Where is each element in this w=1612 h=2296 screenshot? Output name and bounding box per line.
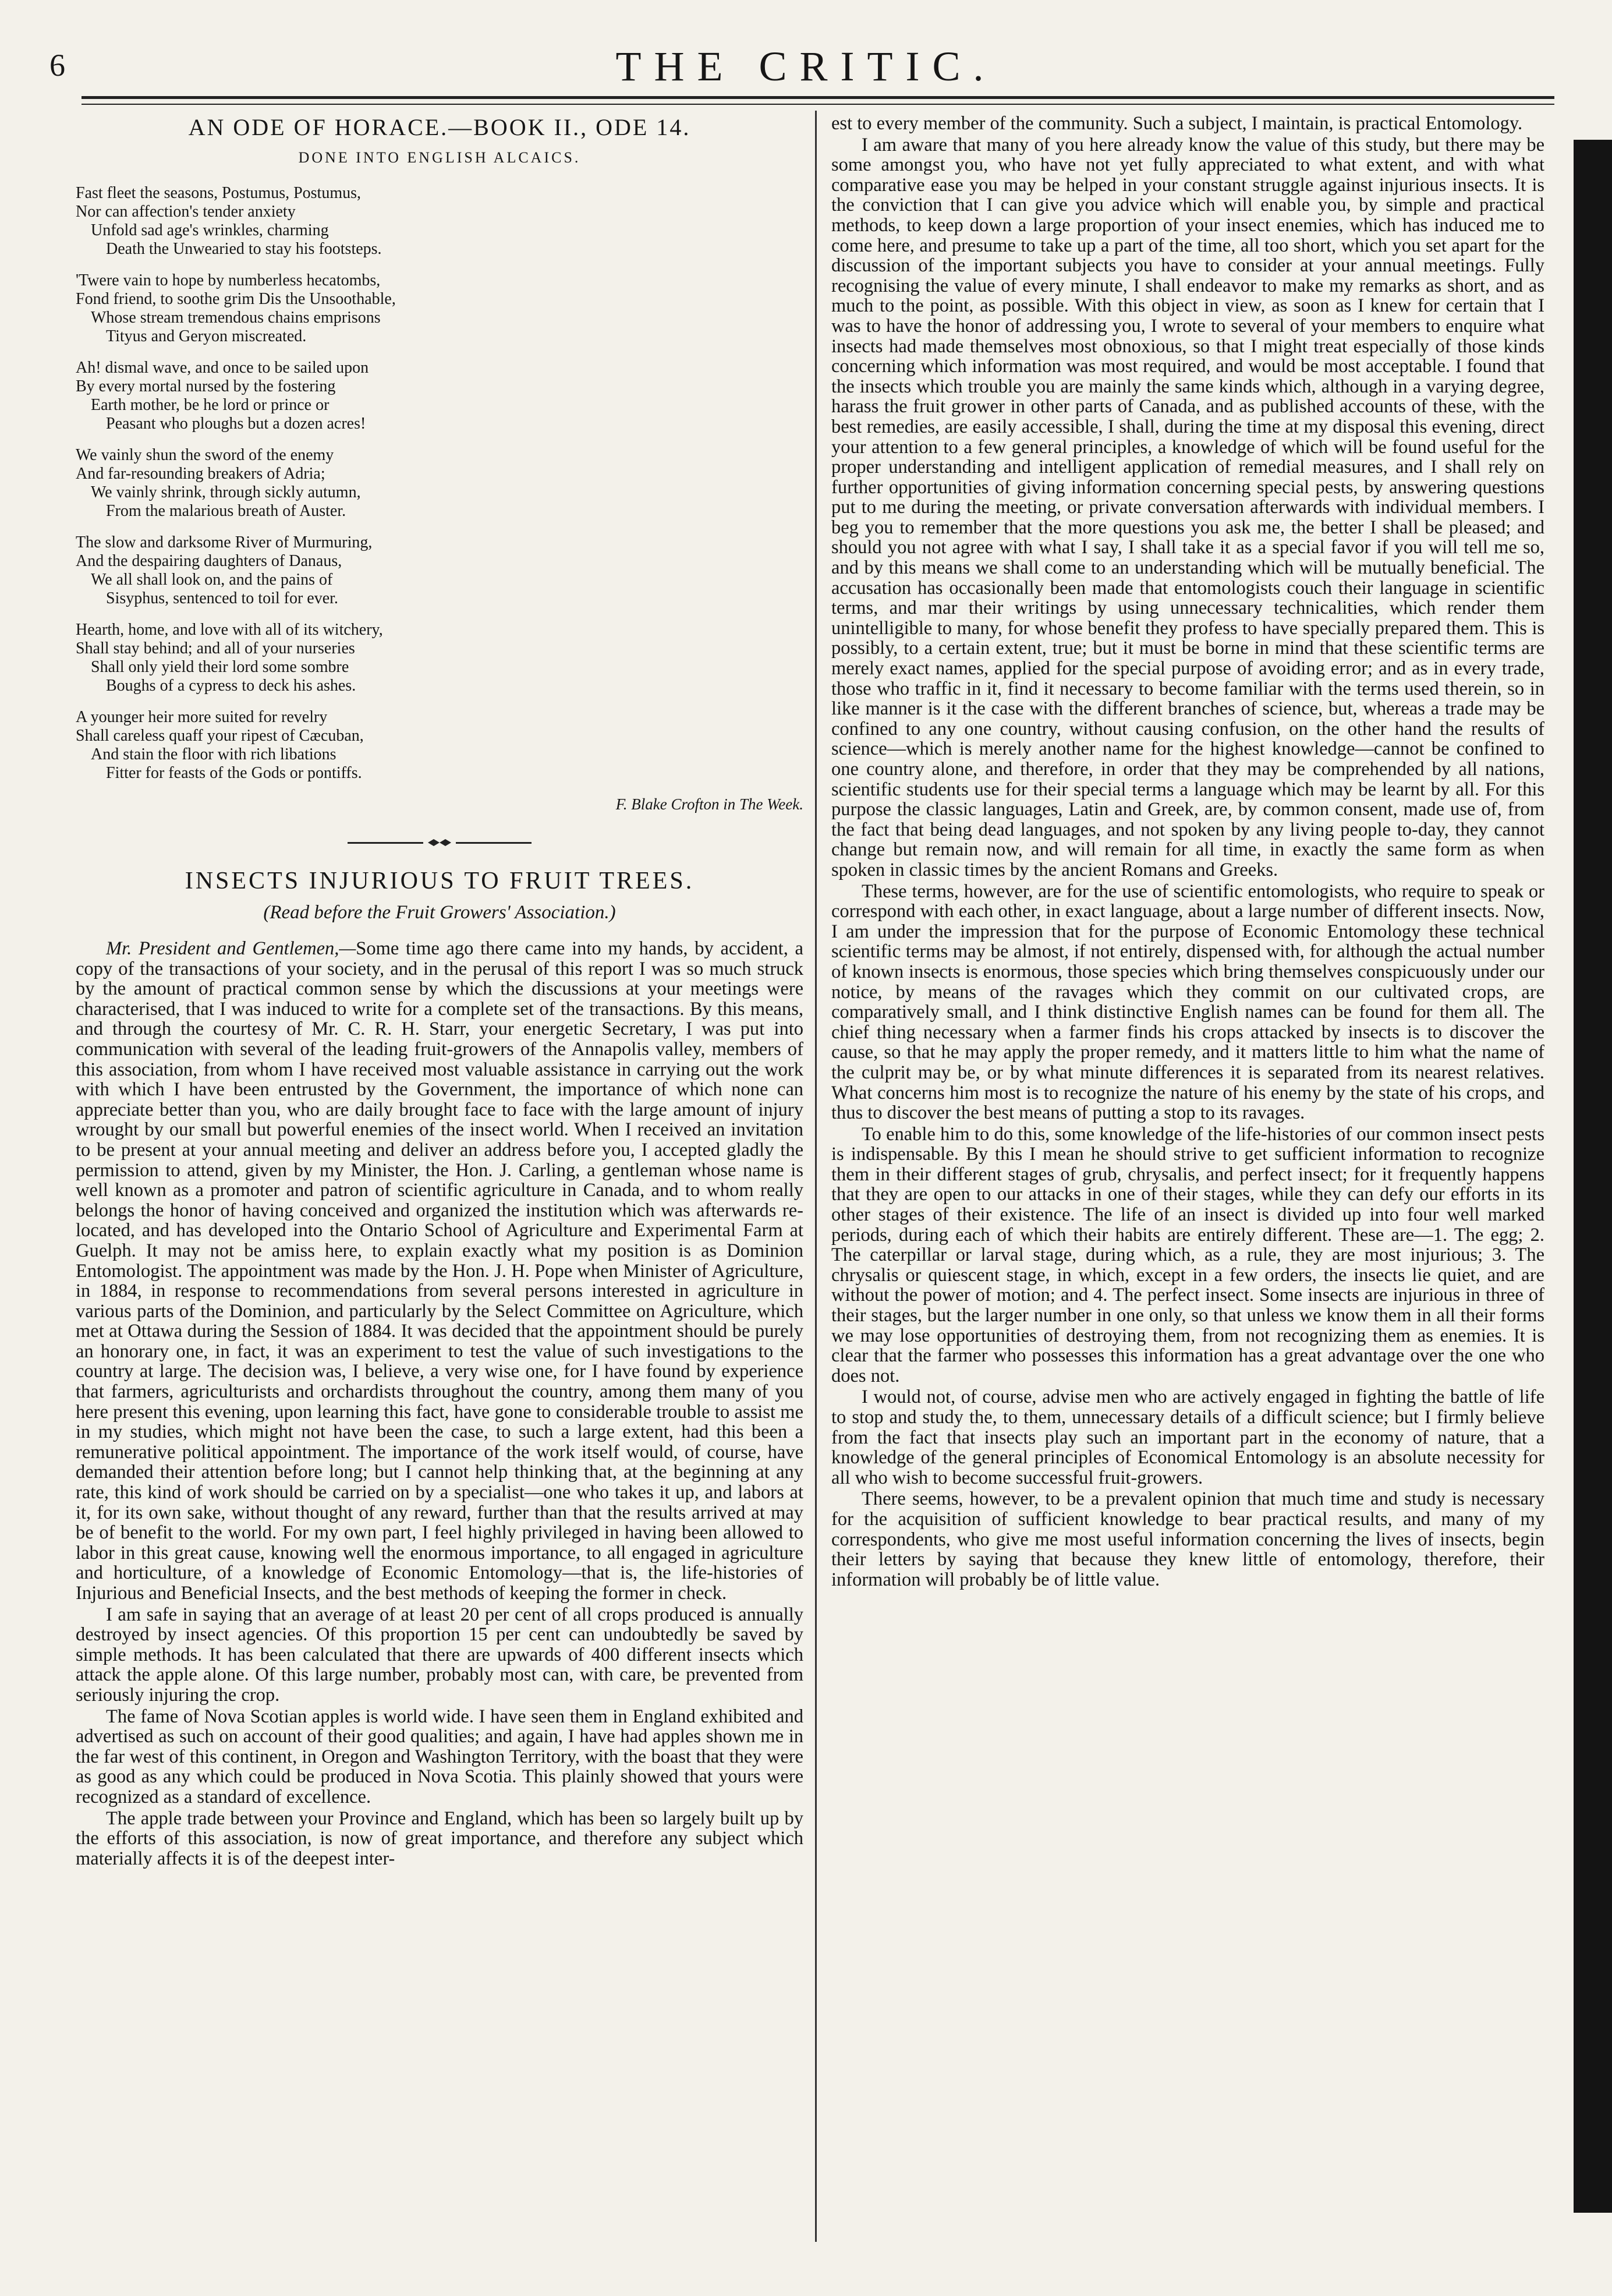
article-subtitle: (Read before the Fruit Growers' Association.) bbox=[263, 902, 616, 923]
ornament-diamond-icon bbox=[428, 839, 451, 846]
binding-edge bbox=[1574, 140, 1612, 2213]
verse-line: 'Twere vain to hope by numberless hecatombs, bbox=[76, 271, 381, 289]
right-column bbox=[831, 114, 1544, 1590]
article-paragraph: These terms, however, are for the use of scientific entomologists, who require to speak or correspond with each other, in exact language, about a large number of different insects. Now, I am under the impression that for the purpose of Economic Entomology these technical scientific terms may be almost, if not entirely, dispensed with, for although the actual number of known insects is enormous, those species which bring themselves conspicuously under our notice, by means of the ravages which they commit on our cultivated crops, are comparatively small, and I think distinctive English names can be found for them all. The chief thing necessary when a farmer finds his crops attacked by insects is to discover the cause, so that he may apply the proper remedy, and it matters little to him what the name of the culprit may be, or by what minute differences it is separated from its nearest relatives. What concerns him most is to recognize the nature of his enemy by the state of his crops, and thus to discover the best means of putting a stop to its ravages. bbox=[831, 880, 1544, 1124]
verse-line: Fond friend, to soothe grim Dis the Unsoothable, bbox=[76, 290, 396, 308]
article-paragraph: I would not, of course, advise men who are actively engaged in fighting the battle of life to stop and study the, to them, unnecessary details of a difficult science; but I firmly believe from the fact that insects play such an important part in the economy of nature, that a knowledge of the general principles of Economical Entomology is an absolute necessity for all who wish to become successful fruit-growers. bbox=[831, 1386, 1544, 1488]
verse-line: Hearth, home, and love with all of its witchery, bbox=[76, 621, 383, 639]
ode-stanzas bbox=[76, 184, 803, 783]
verse-line: Nor can affection's tender anxiety bbox=[76, 203, 296, 221]
ode-attribution: F. Blake Crofton in The Week. bbox=[615, 795, 803, 813]
verse-line: And far-resounding breakers of Adria; bbox=[76, 465, 325, 483]
verse-line: Peasant who ploughs but a dozen acres! bbox=[106, 415, 366, 433]
article-paragraph: I am safe in saying that an average of at least 20 per cent of all crops produced is annually destroyed by insect agencies. Of this proportion 15 per cent can undoubtedly be saved by simple methods. It has been calculated that there are upwards of 400 different insects which attack the apple alone. Of this large number, probably most can, with care, be prevented from seriously injuring the crop. bbox=[76, 1604, 803, 1706]
ode-title: AN ODE OF HORACE.—BOOK II., ODE 14. bbox=[188, 114, 691, 140]
article-paragraph: To enable him to do this, some knowledge of the life-histories of our common insect pests is indispensable. By this I mean he should strive to get sufficient information to recognize them in their different stages of grub, chrysalis, and perfect insect; for it frequently happens that they are open to our attacks in one of their stages, while they can defy our efforts in its other stages of their existence. The life of an insect is divided up into four well marked periods, during each of which their habits are entirely different. These are—1. The egg; 2. The caterpillar or larval stage, during which, as a rule, they are most injurious; 3. The chrysalis or quiescent stage, in which, except in a few orders, the insects lie quiet, and are without the power of motion; and 4. The perfect insect. Some insects are injurious in three of their stages, but the larger number in one only, so that unless we know them in all their forms we may lose opportunities of destroying them, from not recognizing them as enemies. It is clear that the farmer who possesses this information has a great advantage over the one who does not. bbox=[831, 1123, 1544, 1386]
article-paragraph: I am aware that many of you here already know the value of this study, but there may be some amongst you, who have not yet fully appreciated to what extent, and with what comparative ease you may be helped in your constant struggle against injurious insects. It is the conviction that I can give you advice which will enable you, by simple and practical methods, to keep down a large proportion of your insect enemies, which has induced me to come here, and presume to take up a part of the time, all too short, which you set apart for the discussion of the important subjects you have to consider at your annual meetings. Fully recognising the value of every minute, I shall endeavor to make my remarks as short, and as much to the point, as possible. With this object in view, as soon as I knew for certain that I was to have the honor of addressing you, I wrote to several of your members to enquire what insects had made themselves most obnoxious, so that I might treat especially of those kinds concerning which information was most required, and would be most acceptable. I found that the insects which trouble you are mainly the same kinds which, although in a varying degree, harass the fruit grower in other parts of Canada, and as published accounts of these, with the best remedies, are easily accessible, I shall, during the time at my disposal this evening, direct your attention to a few general principles, a knowledge of which will be found useful for the proper understanding and intelligent application of remedial measures, and I shall rely on further opportunities of giving information concerning special pests, by answering questions put to me during the meeting, or private conversation afterwards with individual members. I beg you to remember that the more questions you ask me, the better I shall be pleased; and should you not agree with what I say, I shall take it as a special favor if you will tell me so, and by this means we shall come to an understanding which will be mutually beneficial. The accusation has occasionally been made that entomologists couch their language in scientific terms, and mar their writings by using unnecessary technicalities, which render them unintelligible to many, for whose benefit they profess to have specially prepared them. This is possibly, to a certain extent, true; but it must be borne in mind that these scientific terms are merely exact names, applied for the special purpose of avoiding error; and as in every trade, those who traffic in it, find it necessary to become familiar with the terms used therein, so in like manner is it the case with the different branches of science, but, whereas a trade may be confined to any one country, without causing confusion, on the other hand the results of science—which is merely another name for the highest knowledge—cannot be confined to one country alone, and therefore, in order that they may be comprehended by all nations, scientific students use for their special terms a language which may be learnt by all. For this purpose the classic languages, Latin and Greek, are, by common consent, made use of, from the fact that being dead languages, and not spoken by any living people to-day, they cannot change but remain now, and will remain for all time, in exactly the same form as when spoken in classic times by the ancient Romans and Greeks. bbox=[831, 134, 1544, 880]
publication-title: THE CRITIC. bbox=[615, 43, 997, 90]
ode-subtitle: DONE INTO ENGLISH ALCAICS. bbox=[298, 149, 581, 166]
page-number: 6 bbox=[49, 48, 65, 83]
header-rule-thin bbox=[82, 104, 1554, 105]
ode-section bbox=[76, 114, 803, 813]
salutation: Mr. President and Gentlemen,— bbox=[106, 938, 356, 959]
verse-line: Whose stream tremendous chains emprisons bbox=[91, 309, 381, 327]
verse-line: And the despairing daughters of Danaus, bbox=[76, 552, 342, 570]
verse-line: And stain the floor with rich libations bbox=[91, 745, 336, 763]
verse-line: By every mortal nursed by the fostering bbox=[76, 377, 336, 395]
column-divider bbox=[815, 111, 817, 2242]
article-paragraph: est to every member of the community. Such a subject, I maintain, is practical Entomology. bbox=[831, 113, 1523, 134]
verse-line: Earth mother, be he lord or prince or bbox=[91, 396, 330, 414]
ornament-rule bbox=[456, 842, 532, 844]
verse-line: Shall only yield their lord some sombre bbox=[91, 658, 349, 676]
verse-line: We all shall look on, and the pains of bbox=[91, 571, 333, 589]
verse-line: Boughs of a cypress to deck his ashes. bbox=[106, 677, 356, 695]
verse-line: We vainly shun the sword of the enemy bbox=[76, 446, 334, 464]
article-body-left bbox=[76, 939, 803, 1869]
stanza bbox=[76, 184, 803, 259]
stanza bbox=[76, 708, 803, 783]
article-section bbox=[76, 867, 803, 1869]
verse-line: Shall careless quaff your ripest of Cæcuban, bbox=[76, 727, 364, 745]
verse-line: From the malarious breath of Auster. bbox=[106, 502, 346, 520]
stanza bbox=[76, 533, 803, 608]
verse-line: We vainly shrink, through sickly autumn, bbox=[91, 483, 361, 501]
left-column bbox=[76, 114, 803, 1869]
verse-line: The slow and darksome River of Murmuring, bbox=[76, 533, 373, 551]
article-body-right bbox=[831, 114, 1544, 1590]
stanza bbox=[76, 359, 803, 433]
verse-line: Shall stay behind; and all of your nurseries bbox=[76, 639, 355, 657]
article-paragraph: The fame of Nova Scotian apples is world wide. I have seen them in England exhibited and advertised as such on account of their good qualities; and again, I have had apples shown me in the far west of this continent, in Oregon and Washington Territory, with the boast that they were as good as any which could be produced in Nova Scotia. This plainly showed that yours were recognized as a standard of excellence. bbox=[76, 1706, 803, 1807]
ornament-rule bbox=[348, 842, 423, 844]
verse-line: Death the Unwearied to stay his footsteps. bbox=[106, 240, 382, 258]
article-paragraph bbox=[76, 939, 803, 1604]
verse-line: Fitter for feasts of the Gods or pontiffs. bbox=[106, 764, 362, 782]
paragraph-text: Some time ago there came into my hands, by accident, a copy of the transactions of your society, and in the perusal of this report I was so much struck by the amount of practical common sense by which the discussions at your meetings were characterised, that I was induced to write for a complete set of the transactions. By this means, and through the courtesy of Mr. C. R. H. Starr, your energetic Secretary, I was put into communication with several of the leading fruit-growers of the Annapolis valley, members of this association, from whom I have received most valuable assistance in carrying out the work with which I have been entrusted by the Government, the importance of which none can appreciate better than you, who are daily brought face to face with the large amount of injury wrought by our small but powerful enemies of the insect world. When I received an invitation to be present at your annual meeting and deliver an address before you, I accepted gladly the permission to attend, given by my Minister, the Hon. J. Carling, a gentleman whose name is well known as a promoter and patron of scientific agriculture in Canada, and to whom really belongs the honor of having conceived and organized the institution which was afterwards re-located, and has developed into the Ontario School of Agriculture and Experimental Farm at Guelph. It may not be amiss here, to explain exactly what my position is as Dominion Entomologist. The appointment was made by the Hon. J. H. Pope when Minister of Agriculture, in 1884, in response to recommendations from several persons interested in agriculture in various parts of the Dominion, and particularly by the Select Committee on Agriculture, which met at Ottawa during the Session of 1884. It was decided that the appointment should be purely an honorary one, in fact, it was an experiment to test the value of such investigations to the country at large. The decision was, I believe, a very wise one, for I have found by experience that farmers, agriculturists and orchardists throughout the country, among them many of you here present this evening, upon learning this fact, have gone to considerable trouble to assist me in my studies, which might not have been the case, to such a large extent, had this been a remunerative political appointment. The importance of the work itself would, of course, have demanded their attention before long; but I cannot help thinking that, at the beginning at any rate, this kind of work should be carried on by a specialist—one who takes it up, and labors at it, for its own sake, without thought of any reward, further than that the results arrived at may be of benefit to the world. For my own part, I feel highly privileged in having been allowed to labor in this great cause, knowing well the enormous importance, to all engaged in agriculture and horticulture, of a knowledge of Economic Entomology—that is, the life-histories of Injurious and Beneficial Insects, and the best methods of keeping the former in check. bbox=[76, 938, 803, 1604]
article-paragraph: There seems, however, to be a prevalent opinion that much time and study is necessary for the acquisition of sufficient knowledge to bear practical results, and many of my correspondents, who give me most useful information concerning the lives of insects, begin their letters by saying that because they knew little of entomology, therefore, their information will probably be of little value. bbox=[831, 1488, 1544, 1590]
header-rule-thick bbox=[82, 96, 1554, 99]
verse-line: Tityus and Geryon miscreated. bbox=[106, 327, 307, 345]
stanza bbox=[76, 621, 803, 695]
stanza bbox=[76, 446, 803, 521]
verse-line: Sisyphus, sentenced to toil for ever. bbox=[106, 589, 338, 607]
verse-line: Fast fleet the seasons, Postumus, Postumus, bbox=[76, 184, 362, 202]
verse-line: A younger heir more suited for revelry bbox=[76, 708, 328, 726]
article-title: INSECTS INJURIOUS TO FRUIT TREES. bbox=[185, 868, 695, 894]
verse-line: Ah! dismal wave, and once to be sailed upon bbox=[76, 359, 369, 377]
section-ornament bbox=[76, 839, 803, 846]
verse-line: Unfold sad age's wrinkles, charming bbox=[91, 221, 329, 239]
stanza bbox=[76, 271, 803, 346]
article-paragraph: The apple trade between your Province and England, which has been so largely built up by the efforts of this association, is now of great importance, and therefore any subject which materially affects it is of the deepest inter- bbox=[76, 1807, 803, 1869]
